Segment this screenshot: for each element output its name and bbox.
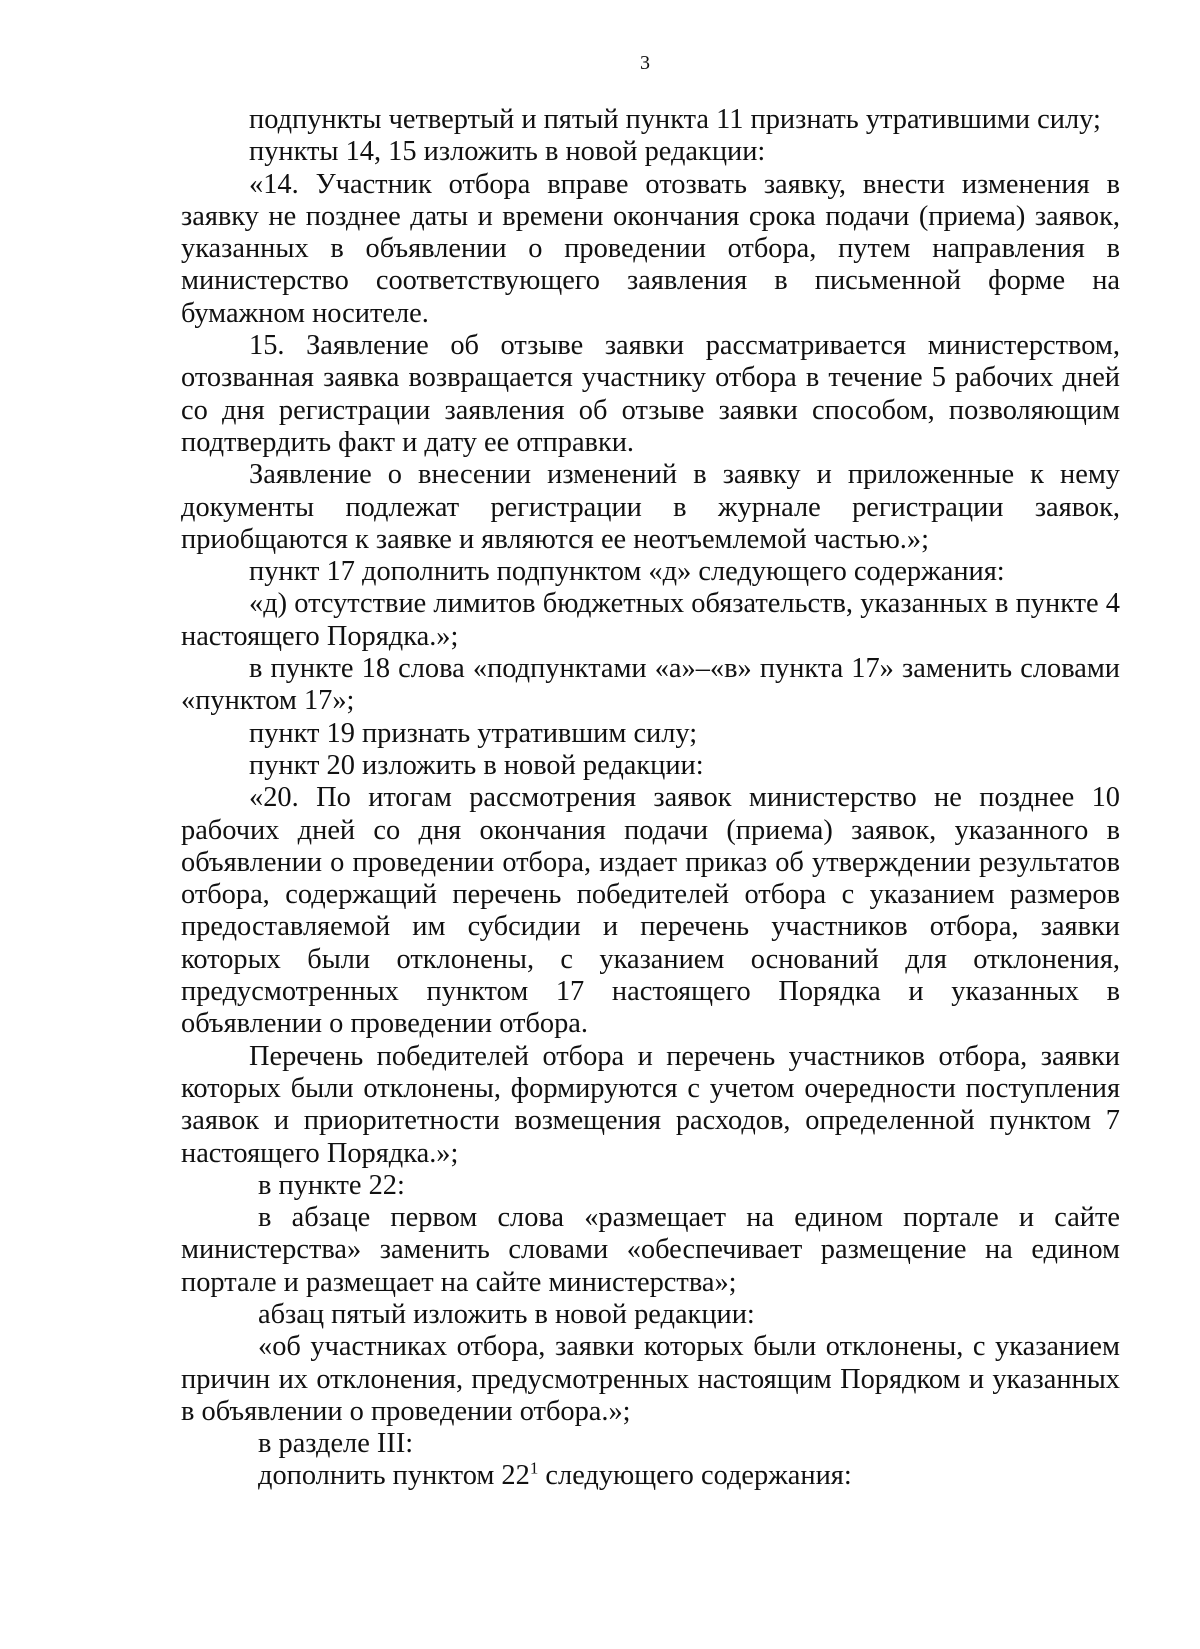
paragraph: в абзаце первом слова «размещает на едином портале и сайте министерства» заменить словами «обеспечивает размещение на едином портале и размещает на сайте министерства»; (181, 1202, 1120, 1298)
paragraph: «д) отсутствие лимитов бюджетных обязательств, указанных в пункте 4 настоящего Порядка.»; (181, 588, 1120, 652)
paragraph: в разделе III: (258, 1428, 414, 1460)
superscript: 1 (529, 1459, 539, 1478)
paragraph: пункт 19 признать утратившим силу; (249, 717, 698, 749)
page-number: 3 (640, 52, 650, 74)
paragraph: Перечень победителей отбора и перечень участников отбора, заявки которых были отклонены, формируются с учетом очередности поступления заявок и приоритетности возмещения расходов, определенной пунктом 7 настоящего Порядка.»; (181, 1040, 1120, 1169)
paragraph: «20. По итогам рассмотрения заявок министерство не позднее 10 рабочих дней со дня окончания подачи (приема) заявок, указанного в объявлении о проведении отбора, издает приказ об утверждении результатов отбора, содержащий перечень победителей отбора с указанием размеров предоставляемой им субсидии и перечень участников отбора, заявки которых были отклонены, с указанием оснований для отклонения, предусмотренных пунктом 17 настоящего Порядка и указанных в объявлении о проведении отбора. (181, 782, 1120, 1040)
paragraph: пункт 20 изложить в новой редакции: (249, 749, 704, 781)
paragraph: «об участниках отбора, заявки которых были отклонены, с указанием причин их отклонения, предусмотренных настоящим Порядком и указанных в объявлении о проведении отбора.»; (181, 1331, 1120, 1427)
paragraph: в пункте 22: (258, 1169, 405, 1201)
last-line-tail: следующего содержания: (538, 1460, 852, 1492)
paragraph: пункты 14, 15 изложить в новой редакции: (249, 136, 766, 168)
paragraph: 15. Заявление об отзыве заявки рассматривается министерством, отозванная заявка возвращается участнику отбора в течение 5 рабочих дней со дня регистрации заявления об отзыве заявки способом, позволяющим подтвердить факт и дату ее отправки. (181, 330, 1120, 458)
paragraph: пункт 17 дополнить подпунктом «д» следующего содержания: (249, 556, 1005, 588)
document-body (181, 104, 1120, 1493)
paragraph: в пункте 18 слова «подпунктами «а»–«в» пункта 17» заменить словами «пунктом 17»; (181, 653, 1120, 717)
paragraph: «14. Участник отбора вправе отозвать заявку, внести изменения в заявку не позднее даты и времени окончания срока подачи (приема) заявок, указанных в объявлении о проведении отбора, путем направления в министерство соответствующего заявления в письменной форме на бумажном носителе. (181, 168, 1120, 329)
last-line-text: дополнить пунктом 22 (258, 1460, 530, 1492)
paragraph-last (181, 1460, 1120, 1492)
paragraph: абзац пятый изложить в новой редакции: (258, 1298, 755, 1330)
paragraph: Заявление о внесении изменений в заявку и приложенные к нему документы подлежат регистрации в журнале регистрации заявок, приобщаются к заявке и являются ее неотъемлемой частью.»; (181, 459, 1120, 555)
paragraph: подпункты четвертый и пятый пункта 11 признать утратившими силу; (249, 104, 1101, 135)
